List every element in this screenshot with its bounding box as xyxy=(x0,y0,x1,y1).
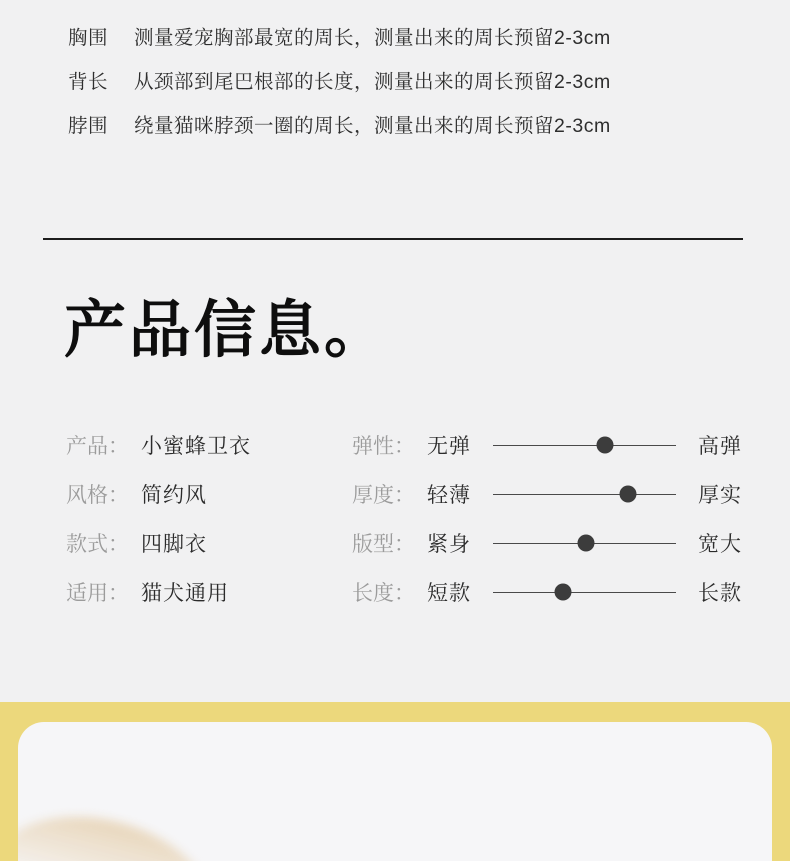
info-value: 小蜜蜂卫衣 xyxy=(141,434,251,458)
measurement-term: 胸围 xyxy=(68,27,109,49)
measurement-row-chest xyxy=(68,14,790,58)
next-section-card xyxy=(18,722,772,861)
slider-label: 版型： xyxy=(352,532,415,556)
measurement-description: 绕量猫咪脖颈一圈的周长，测量出来的周长预留2-3cm xyxy=(134,115,611,137)
slider-max-label: 长款 xyxy=(698,581,742,605)
measurement-term: 背长 xyxy=(68,71,109,93)
attribute-slider-list xyxy=(352,420,742,616)
product-photo-edge xyxy=(18,794,230,861)
info-label: 风格： xyxy=(66,483,129,507)
slider-row-thickness xyxy=(352,469,742,518)
slider-track xyxy=(493,436,676,454)
measurement-guide xyxy=(0,0,790,146)
slider-max-label: 高弹 xyxy=(698,434,742,458)
slider-row-fit xyxy=(352,518,742,567)
slider-min-label: 紧身 xyxy=(427,532,471,556)
slider-min-label: 短款 xyxy=(427,581,471,605)
slider-max-label: 宽大 xyxy=(698,532,742,556)
slider-label: 厚度： xyxy=(352,483,415,507)
info-row-type xyxy=(66,518,352,567)
measurement-row-back xyxy=(68,58,790,102)
info-row-style xyxy=(66,469,352,518)
measurement-row-neck xyxy=(68,102,790,146)
slider-row-elasticity xyxy=(352,420,742,469)
measurement-description: 测量爱宠胸部最宽的周长，测量出来的周长预留2-3cm xyxy=(134,27,611,49)
slider-dot xyxy=(554,583,571,600)
info-row-product xyxy=(66,420,352,469)
slider-label: 长度： xyxy=(352,581,415,605)
product-info-section xyxy=(66,420,742,616)
product-info-list xyxy=(66,420,352,616)
slider-max-label: 厚实 xyxy=(698,483,742,507)
slider-dot xyxy=(620,485,637,502)
measurement-description: 从颈部到尾巴根部的长度，测量出来的周长预留2-3cm xyxy=(134,71,611,93)
slider-track xyxy=(493,534,676,552)
info-row-suitable xyxy=(66,567,352,616)
slider-dot xyxy=(578,534,595,551)
yellow-band xyxy=(0,702,790,861)
info-value: 简约风 xyxy=(141,483,207,507)
slider-min-label: 无弹 xyxy=(427,434,471,458)
info-value: 四脚衣 xyxy=(141,532,207,556)
slider-track xyxy=(493,485,676,503)
info-label: 款式： xyxy=(66,532,129,556)
section-divider xyxy=(43,238,743,240)
page-title: 产品信息。 xyxy=(64,296,390,365)
info-label: 适用： xyxy=(66,581,129,605)
info-label: 产品： xyxy=(66,434,129,458)
slider-dot xyxy=(596,436,613,453)
slider-label: 弹性： xyxy=(352,434,415,458)
slider-track xyxy=(493,583,676,601)
slider-min-label: 轻薄 xyxy=(427,483,471,507)
measurement-term: 脖围 xyxy=(68,115,109,137)
slider-row-length xyxy=(352,567,742,616)
info-value: 猫犬通用 xyxy=(141,581,229,605)
